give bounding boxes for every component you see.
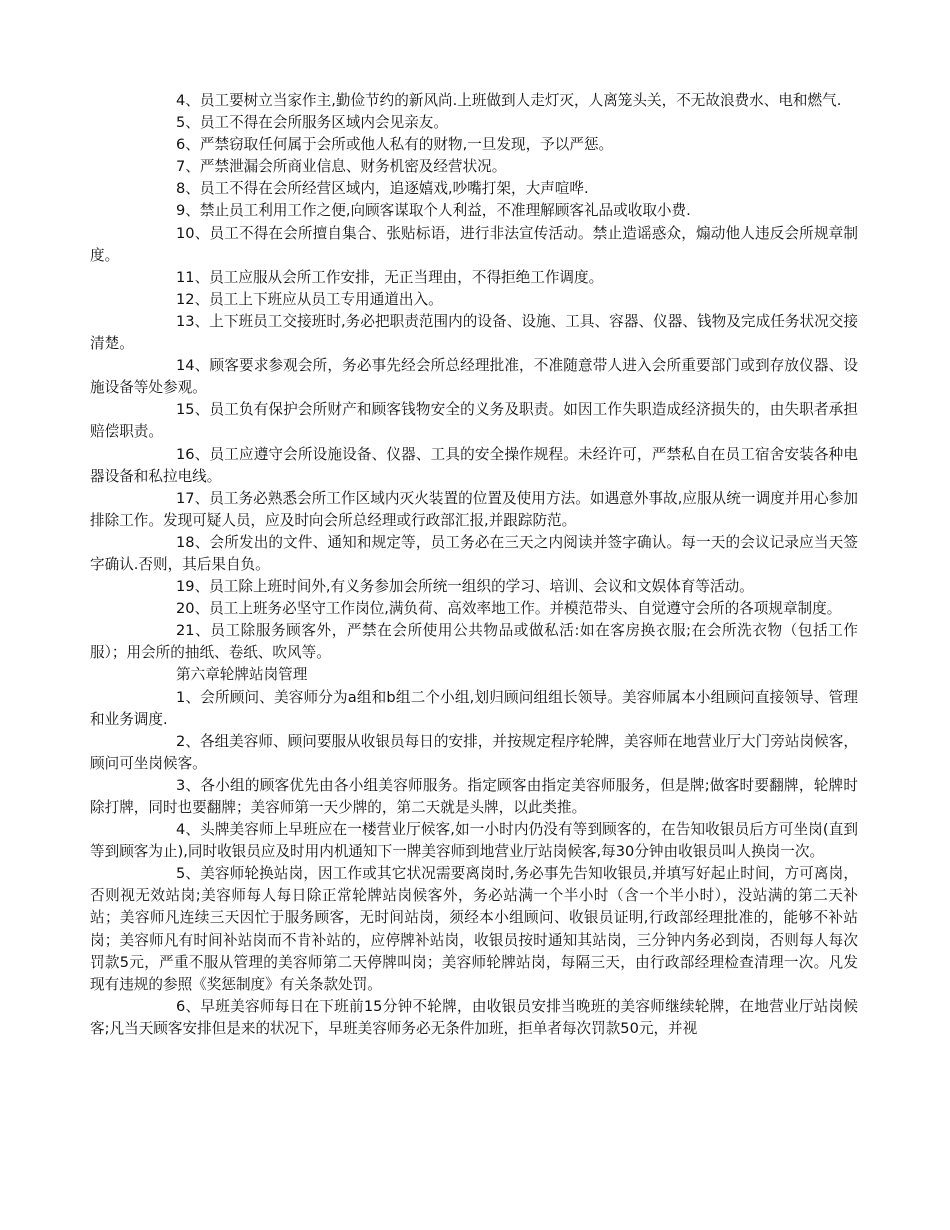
rule-paragraph: 19、员工除上班时间外,有义务参加会所统一组织的学习、培训、会议和文娱体育等活动。 [176,578,754,596]
rule-paragraph: 12、员工上下班应从员工专用通道出入。 [176,290,443,308]
rule-paragraph: 14、顾客要求参观会所，务必事先经会所总经理批准，不准随意带人进入会所重要部门或到存放仪器、设施设备等处参观。 [90,357,858,397]
rule-paragraph: 3、各小组的顾客优先由各小组美容师服务。指定顾客由指定美容师服务，但是牌;做客时要翻牌，轮牌时除打牌，同时也要翻牌；美容师第一天少牌的，第二天就是头牌，以此类推。 [90,776,858,816]
rule-paragraph: 15、员工负有保护会所财产和顾客钱物安全的义务及职责。如因工作失职造成经济损失的，由失职者承担赔偿职责。 [90,401,858,441]
rule-paragraph: 11、员工应服从会所工作安排，无正当理由，不得拒绝工作调度。 [176,268,604,286]
document-body [90,90,858,1040]
rule-paragraph: 4、头牌美容师上早班应在一楼营业厅候客,如一小时内仍没有等到顾客的，在告知收银员后方可坐岗(直到等到顾客为止),同时收银员应及时用内机通知下一牌美容师到地营业厅站岗候客,每30分钟由收银员叫人换岗一次。 [90,821,858,861]
rule-paragraph: 9、禁止员工利用工作之便,向顾客谋取个人利益，不准理解顾客礼品或收取小费. [176,202,691,220]
rule-paragraph: 1、会所顾问、美容师分为a组和b组二个小组,划归顾问组组长领导。美容师属本小组顾问直接领导、管理和业务调度. [90,688,858,728]
rule-paragraph: 8、员工不得在会所经营区域内，追逐嬉戏,吵嘴打架，大声喧哗. [176,180,589,198]
rule-paragraph: 17、员工务必熟悉会所工作区域内灭火装置的位置及使用方法。如遇意外事故,应服从统一调度并用心参加排除工作。发现可疑人员，应及时向会所总经理或行政部汇报,并跟踪防范。 [90,489,858,529]
rule-paragraph: 4、员工要树立当家作主,勤俭节约的新风尚.上班做到人走灯灭，人离笼头关，不无故浪费水、电和燃气. [176,92,842,109]
rule-paragraph: 5、美容师轮换站岗，因工作或其它状况需要离岗时,务必事先告知收银员,并填写好起止时间，方可离岗，否则视无效站岗;美容师每人每日除正常轮牌站岗候客外，务必站满一个半小时（含一个半小时），没站满的第二天补站；美容师凡连续三天因忙于服务顾客，无时间站岗，须经本小组顾问、收银员证明,行政部经理批准的，能够不补站岗；美容师凡有时间补站岗而不肯补站的，应停牌补站岗，收银员按时通知其站岗，三分钟内务必到岗，否则每人每次罚款5元，严重不服从管理的美容师第二天停牌叫岗；美容师轮牌站岗，每隔三天，由行政部经理检查清理一次。凡发现有违规的参照《奖惩制度》有关条款处罚。 [90,865,858,993]
rule-paragraph: 13、上下班员工交接班时,务必把职责范围内的设备、设施、工具、容器、仪器、钱物及完成任务状况交接清楚。 [90,312,858,353]
rule-paragraph: 5、员工不得在会所服务区域内会见亲友。 [176,114,448,132]
rule-paragraph: 6、早班美容师每日在下班前15分钟不轮牌，由收银员安排当晚班的美容师继续轮牌，在地营业厅站岗候客;凡当天顾客安排但是来的状况下，早班美容师务必无条件加班，拒单者每次罚款50元，并视 [90,997,858,1037]
rule-paragraph: 16、员工应遵守会所设施设备、仪器、工具的安全操作规程。未经许可，严禁私自在员工宿舍安装各种电器设备和私拉电线。 [90,445,858,485]
rule-paragraph: 21、员工除服务顾客外，严禁在会所使用公共物品或做私活:如在客房换衣服;在会所洗衣物（包括工作服）；用会所的抽纸、卷纸、吹风等。 [90,622,858,662]
rule-paragraph: 10、员工不得在会所擅自集合、张贴标语，进行非法宣传活动。禁止造谣惑众，煽动他人违反会所规章制度。 [90,224,858,264]
rule-paragraph: 2、各组美容师、顾问要服从收银员每日的安排，并按规定程序轮牌，美容师在地营业厅大门旁站岗候客，顾问可坐岗候客。 [90,732,858,772]
chapter-heading: 第六章轮牌站岗管理 [176,666,308,684]
rule-paragraph: 6、严禁窃取任何属于会所或他人私有的财物,一旦发现，予以严惩。 [176,136,614,154]
rule-paragraph: 18、会所发出的文件、通知和规定等，员工务必在三天之内阅读并签字确认。每一天的会议记录应当天签字确认.否则，其后果自负。 [90,533,858,573]
rule-paragraph: 7、严禁泄漏会所商业信息、财务机密及经营状况。 [176,158,507,176]
rule-paragraph: 20、员工上班务必坚守工作岗位,满负荷、高效率地工作。并模范带头、自觉遵守会所的各项规章制度。 [176,600,842,618]
